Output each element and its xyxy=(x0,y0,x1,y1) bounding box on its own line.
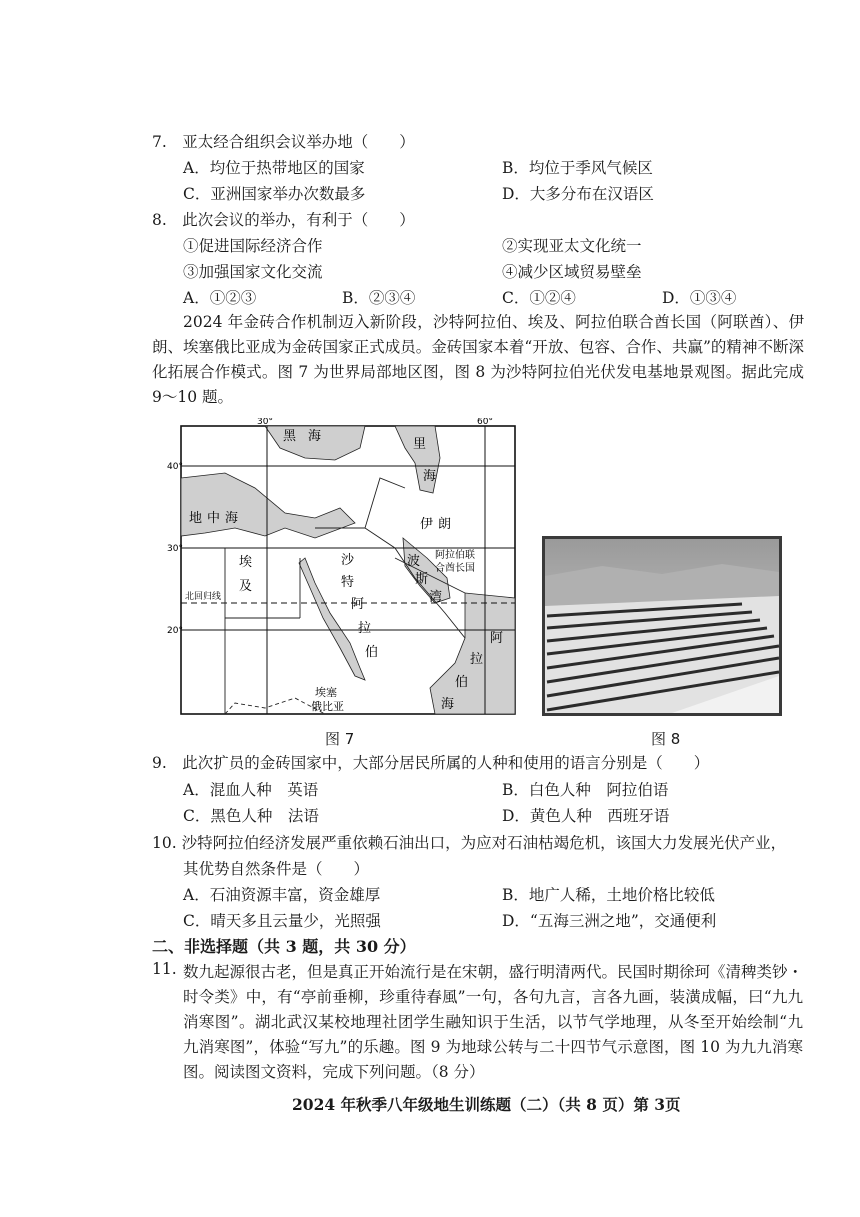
label-saudi-1: 沙 xyxy=(341,553,355,568)
label-arab-sea-4: 海 xyxy=(441,697,455,712)
q9-option-b: B．白色人种 阿拉伯语 xyxy=(502,781,669,799)
section-2-title: 二、非选择题（共 3 题，共 30 分） xyxy=(152,937,416,956)
label-saudi-3: 阿 xyxy=(351,597,365,612)
q8-option-a: A．①②③ xyxy=(183,289,257,307)
label-arab-sea-1: 阿 xyxy=(490,631,504,646)
svg-text:30°: 30° xyxy=(257,418,273,427)
q11-text: 数九起源很古老，但是真正开始流行是在宋朝，盛行明清两代。民国时期徐珂《清稗类钞・时令类》中，有“亭前垂柳，珍重待春風”一句，各句九言，言各九画，装潢成幅，曰“九九消寒图”。湖北武汉某校地理社团学生融知识于生活，以节气学地理，从冬至开始绘制“九九消寒图”，体验“写九”的乐趣。图 9 为地球公转与二十四节气示意图，图 10 为九九消寒图。阅读图文资料，完成下列问题。（8 分） xyxy=(183,963,804,1081)
label-black-sea-2: 海 xyxy=(308,429,322,444)
q8-option-c: C．①②④ xyxy=(502,289,576,307)
label-saudi-4: 拉 xyxy=(358,621,372,636)
label-med-1: 地 xyxy=(189,511,203,526)
svg-text:40°: 40° xyxy=(167,462,183,472)
q8-item-4: ④减少区域贸易壁垒 xyxy=(502,263,642,281)
q8-item-1: ①促进国际经济合作 xyxy=(183,237,323,255)
label-gulf-2: 斯 xyxy=(415,572,429,587)
figure-7-caption: 图 7 xyxy=(325,730,355,748)
label-iran-1: 伊 xyxy=(420,517,434,532)
q10-stem-line1: 10. 沙特阿拉伯经济发展严重依赖石油出口，为应对石油枯竭危机，该国大力发展光伏产业， xyxy=(152,834,787,852)
q8-item-3: ③加强国家文化交流 xyxy=(183,263,323,281)
label-gulf-1: 波 xyxy=(407,554,421,569)
q10-option-b: B．地广人稀，土地价格比较低 xyxy=(502,886,715,904)
label-saudi-2: 特 xyxy=(341,575,355,590)
label-egypt-1: 埃 xyxy=(239,555,253,570)
q8-option-d: D．①③④ xyxy=(662,289,737,307)
page-footer: 2024 年秋季八年级地生训练题（二）（共 8 页）第 3页 xyxy=(292,1095,681,1114)
label-caspian-2: 海 xyxy=(423,469,437,484)
svg-text:20°: 20° xyxy=(167,626,183,636)
label-caspian-1: 里 xyxy=(413,437,427,452)
label-uae-2: 合酋长国 xyxy=(435,563,475,574)
label-med-3: 海 xyxy=(225,511,239,526)
label-ethiopia-1: 埃塞 xyxy=(315,686,337,699)
q11-number: 11. xyxy=(152,960,177,978)
label-egypt-2: 及 xyxy=(239,579,253,594)
q7-option-d: D．大多分布在汉语区 xyxy=(502,185,654,203)
figure-7-map xyxy=(165,418,525,723)
svg-text:30°: 30° xyxy=(167,544,183,554)
q7-option-b: B．均位于季风气候区 xyxy=(502,159,653,177)
label-uae-1: 阿拉伯联 xyxy=(435,550,475,561)
q7-option-a: A．均位于热带地区的国家 xyxy=(183,159,365,177)
label-arab-sea-3: 伯 xyxy=(455,675,469,690)
label-med-2: 中 xyxy=(207,511,221,526)
q7-option-c: C．亚洲国家举办次数最多 xyxy=(183,185,366,203)
q8-stem: 8. 此次会议的举办，有利于（ ） xyxy=(152,211,415,229)
q8-option-b: B．②③④ xyxy=(342,289,416,307)
figure-8-solar-photo xyxy=(542,536,782,716)
svg-text:60°: 60° xyxy=(477,418,493,427)
q7-stem: 7. 亚太经合组织会议举办地（ ） xyxy=(152,133,415,151)
label-tropic: 北回归线 xyxy=(185,592,222,602)
q9-option-a: A．混血人种 英语 xyxy=(183,781,319,799)
q9-stem: 9. 此次扩员的金砖国家中，大部分居民所属的人种和使用的语言分别是（ ） xyxy=(152,754,710,772)
q10-stem-line2: 其优势自然条件是（ ） xyxy=(183,860,370,878)
q8-item-2: ②实现亚太文化统一 xyxy=(502,237,642,255)
label-iran-2: 朗 xyxy=(438,517,452,532)
intro-paragraph: 2024 年金砖合作机制迈入新阶段，沙特阿拉伯、埃及、阿拉伯联合酋长国（阿联酋）、伊朗、埃塞俄比亚成为金砖国家正式成员。金砖国家本着“开放、包容、合作、共赢”的精神不断深化拓展合作模式。图 7 为世界局部地区图，图 8 为沙特阿拉伯光伏发电基地景观图。据此完成 9～10 题。 xyxy=(152,313,804,406)
q10-option-c: C．晴天多且云量少，光照强 xyxy=(183,912,381,930)
label-gulf-3: 湾 xyxy=(429,590,443,605)
figure-8-caption: 图 8 xyxy=(651,730,681,748)
label-black-sea-1: 黑 xyxy=(283,429,297,444)
q9-option-c: C．黑色人种 法语 xyxy=(183,807,319,825)
label-saudi-5: 伯 xyxy=(365,645,379,660)
q10-option-d: D．“五海三洲之地”，交通便利 xyxy=(502,912,717,930)
q10-option-a: A．石油资源丰富，资金雄厚 xyxy=(183,886,381,904)
label-arab-sea-2: 拉 xyxy=(470,652,484,667)
label-ethiopia-2: 俄比亚 xyxy=(311,700,344,713)
q9-option-d: D．黄色人种 西班牙语 xyxy=(502,807,670,825)
